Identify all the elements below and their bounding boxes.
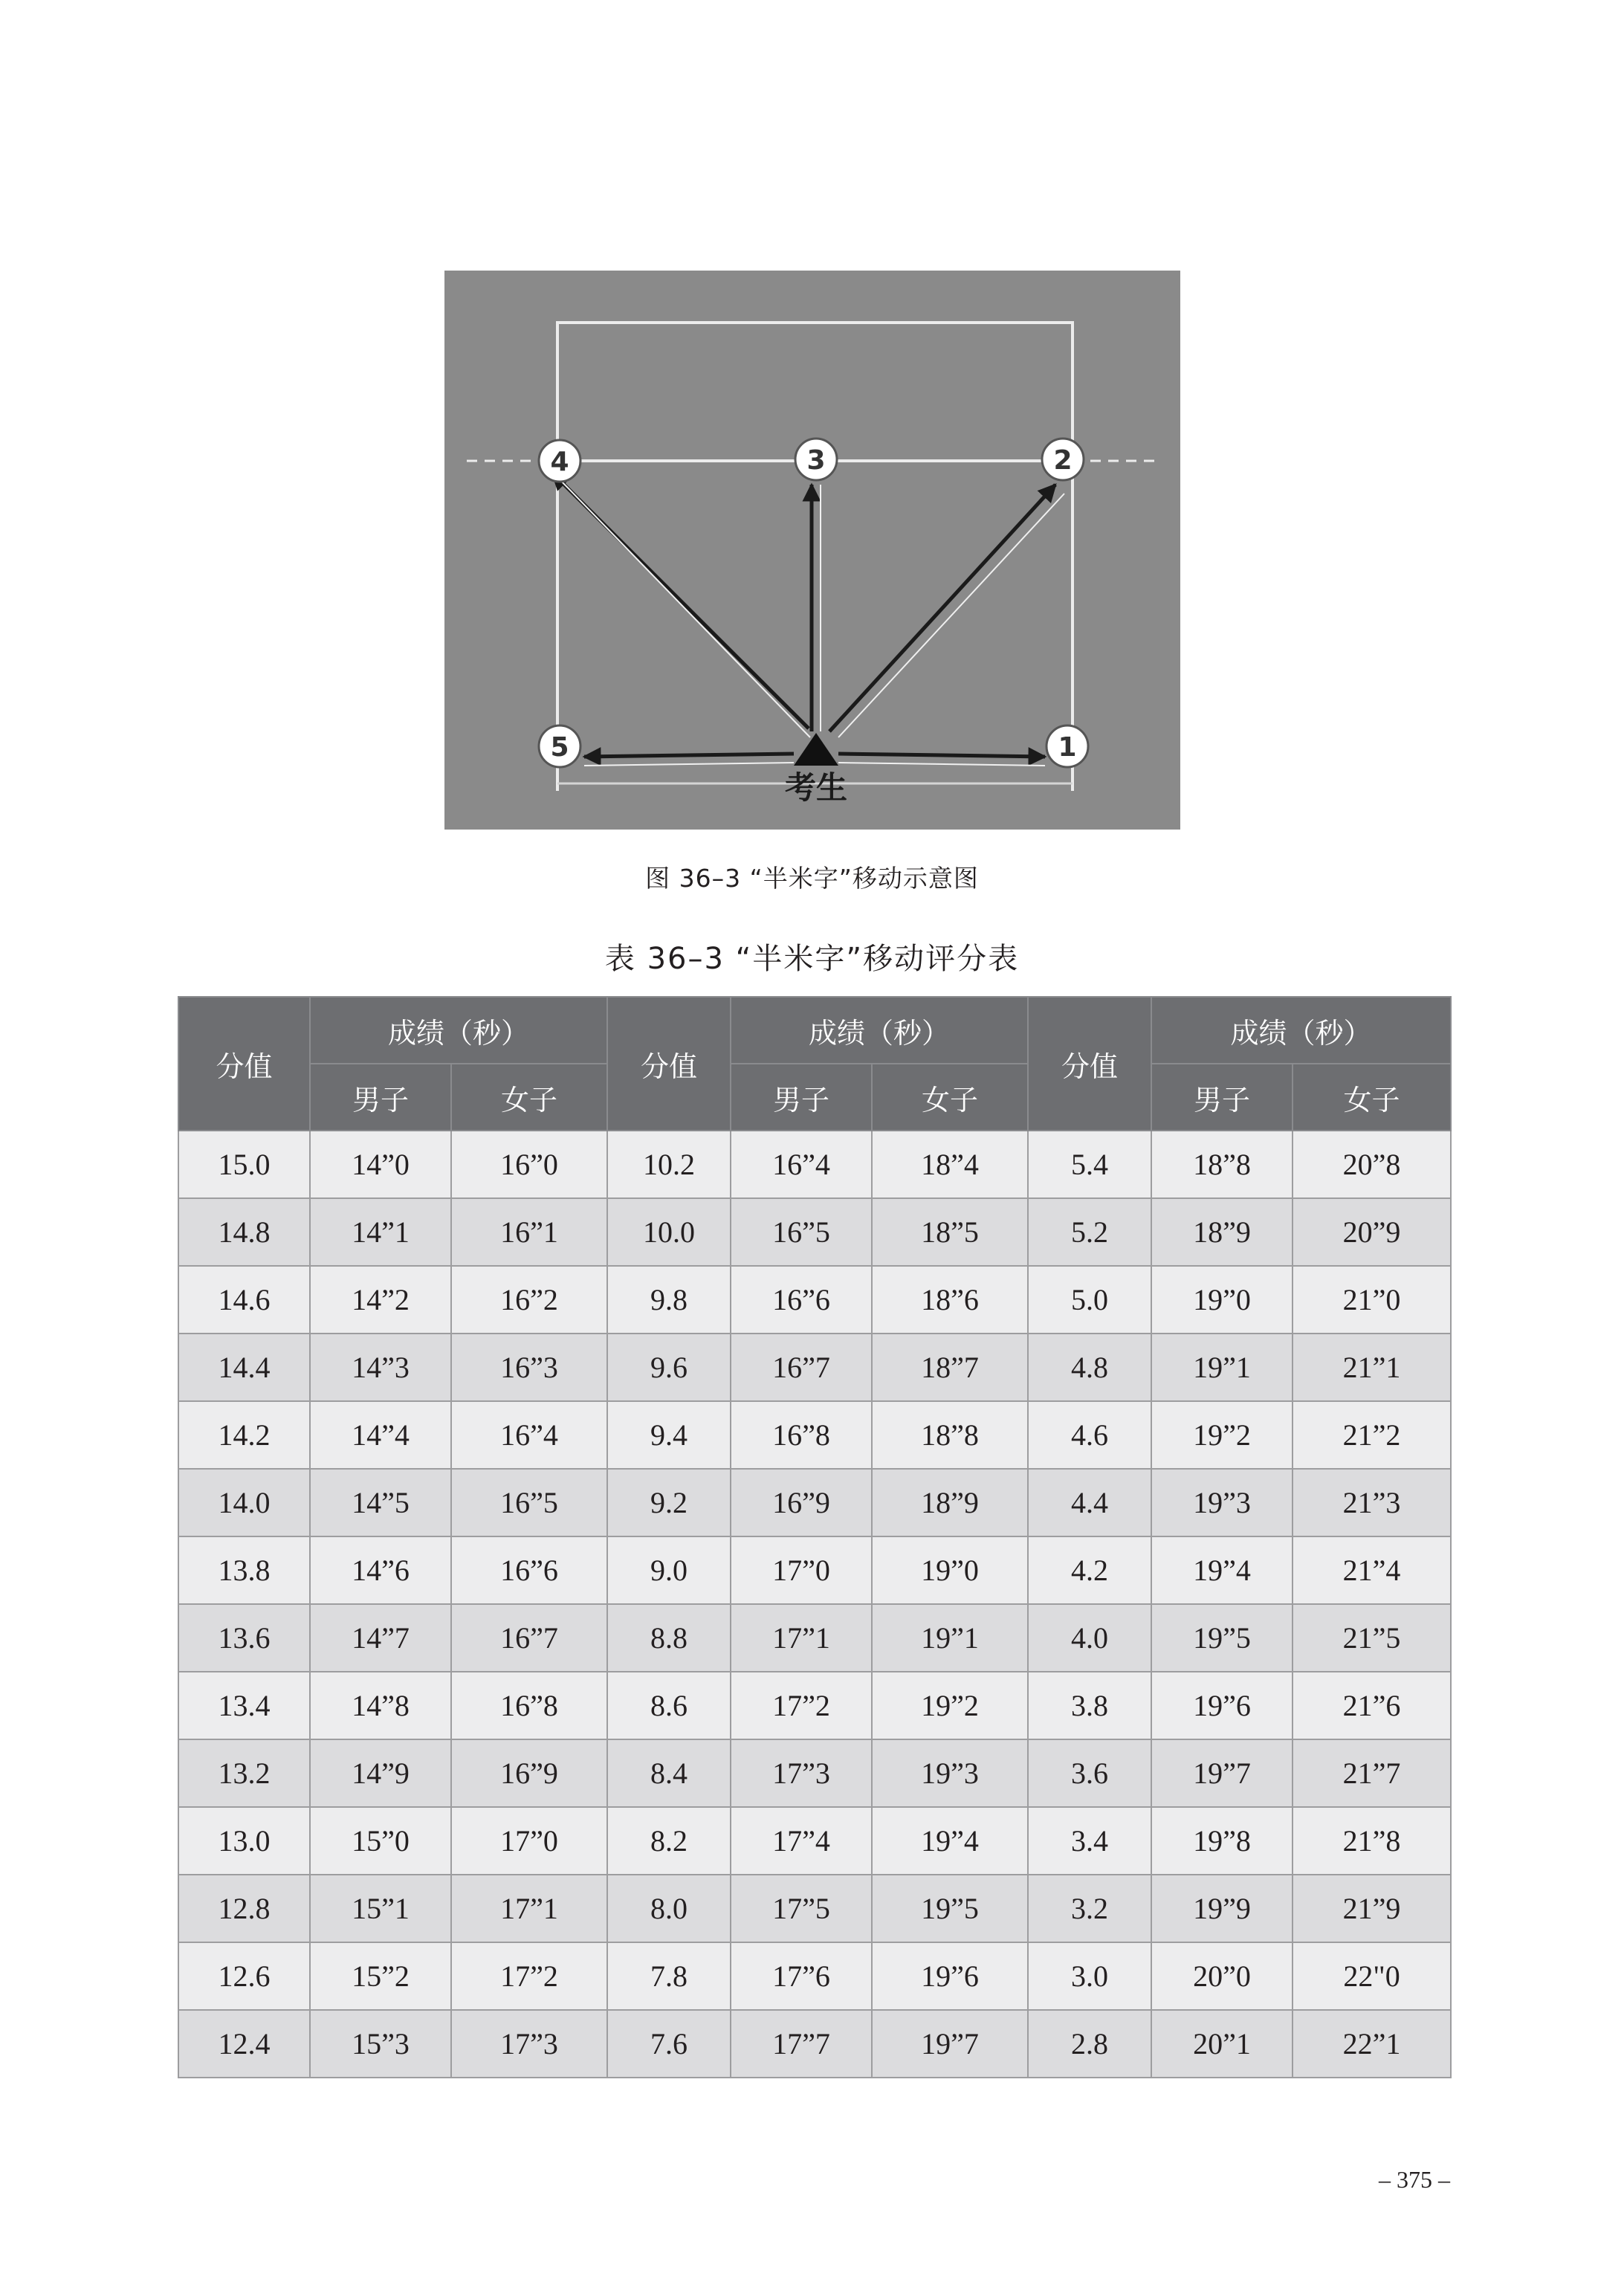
table-cell: 21”3 [1293,1469,1451,1536]
table-cell: 20”0 [1151,1942,1293,2010]
table-cell: 9.4 [607,1401,731,1469]
marker-2 [1042,439,1084,480]
table-cell: 21”7 [1293,1739,1451,1807]
table-cell: 18”8 [872,1401,1028,1469]
table-cell: 19”7 [1151,1739,1293,1807]
table-cell: 8.8 [607,1604,731,1672]
table-cell: 21”9 [1293,1875,1451,1942]
table-cell: 17”2 [731,1672,872,1739]
table-cell: 14”2 [310,1266,451,1334]
table-cell: 18”4 [872,1131,1028,1198]
table-cell: 17”1 [451,1875,607,1942]
header-male-1: 男子 [310,1064,451,1131]
header-result-2: 成绩（秒） [731,997,1028,1064]
table-cell: 14”4 [310,1401,451,1469]
table-cell: 5.0 [1028,1266,1151,1334]
table-cell: 19”6 [872,1942,1028,2010]
table-cell: 14”6 [310,1536,451,1604]
marker-5 [539,725,580,767]
table-row [178,1875,1451,1942]
table-cell: 12.6 [178,1942,310,2010]
table-row [178,1401,1451,1469]
table-cell: 19”0 [1151,1266,1293,1334]
marker-3-label: 3 [806,445,826,476]
table-cell: 14”5 [310,1469,451,1536]
table-cell: 16”7 [731,1334,872,1401]
table-cell: 3.6 [1028,1739,1151,1807]
table-cell: 14.6 [178,1266,310,1334]
table-cell: 8.6 [607,1672,731,1739]
table-row [178,1266,1451,1334]
header-score-3: 分值 [1028,997,1151,1131]
table-cell: 9.8 [607,1266,731,1334]
table-cell: 19”5 [872,1875,1028,1942]
table-cell: 3.0 [1028,1942,1151,2010]
header-score-2: 分值 [607,997,731,1131]
table-cell: 4.6 [1028,1401,1151,1469]
table-title: 表 36–3 “半米字”移动评分表 [604,942,1020,976]
table-cell: 15”2 [310,1942,451,2010]
table-cell: 19”9 [1151,1875,1293,1942]
table-cell: 15.0 [178,1131,310,1198]
table-cell: 7.6 [607,2010,731,2078]
marker-1 [1046,725,1088,767]
table-row [178,1672,1451,1739]
table-cell: 16”9 [451,1739,607,1807]
header-male-2: 男子 [731,1064,872,1131]
table-cell: 19”1 [872,1604,1028,1672]
table-cell: 19”0 [872,1536,1028,1604]
table-cell: 14”0 [310,1131,451,1198]
table-cell: 18”6 [872,1266,1028,1334]
table-cell: 9.0 [607,1536,731,1604]
table-cell: 13.2 [178,1739,310,1807]
table-cell: 16”9 [731,1469,872,1536]
table-cell: 13.0 [178,1807,310,1875]
table-cell: 4.4 [1028,1469,1151,1536]
page-number: – 375 – [1379,2166,1450,2193]
table-cell: 20”1 [1151,2010,1293,2078]
marker-3 [795,439,837,480]
table-cell: 4.8 [1028,1334,1151,1401]
table-cell: 22"0 [1293,1942,1451,2010]
table-cell: 19”8 [1151,1807,1293,1875]
marker-4 [539,440,580,482]
table-cell: 5.4 [1028,1131,1151,1198]
table-cell: 14”3 [310,1334,451,1401]
table-cell: 12.8 [178,1875,310,1942]
table-cell: 17”3 [451,2010,607,2078]
table-cell: 4.0 [1028,1604,1151,1672]
table-cell: 21”1 [1293,1334,1451,1401]
table-cell: 4.2 [1028,1536,1151,1604]
table-cell: 14”7 [310,1604,451,1672]
score-table [178,996,1452,2078]
marker-2-label: 2 [1053,445,1073,476]
table-cell: 16”0 [451,1131,607,1198]
table-cell: 8.4 [607,1739,731,1807]
header-female-2: 女子 [872,1064,1028,1131]
table-cell: 3.4 [1028,1807,1151,1875]
table-cell: 16”5 [731,1198,872,1266]
table-cell: 17”3 [731,1739,872,1807]
table-cell: 17”7 [731,2010,872,2078]
table-cell: 14”9 [310,1739,451,1807]
table-cell: 18”5 [872,1198,1028,1266]
table-cell: 16”3 [451,1334,607,1401]
table-cell: 21”4 [1293,1536,1451,1604]
examinee-label: 考生 [784,769,848,806]
marker-4-label: 4 [550,447,569,477]
header-result-3: 成绩（秒） [1151,997,1451,1064]
table-cell: 22”1 [1293,2010,1451,2078]
table-cell: 17”1 [731,1604,872,1672]
table-cell: 21”5 [1293,1604,1451,1672]
table-row [178,2010,1451,2078]
table-cell: 17”5 [731,1875,872,1942]
table-cell: 3.8 [1028,1672,1151,1739]
table-cell: 19”3 [872,1739,1028,1807]
table-cell: 15”1 [310,1875,451,1942]
table-cell: 19”1 [1151,1334,1293,1401]
table-cell: 19”4 [872,1807,1028,1875]
table-cell: 18”9 [1151,1198,1293,1266]
table-cell: 16”5 [451,1469,607,1536]
table-cell: 19”7 [872,2010,1028,2078]
table-cell: 3.2 [1028,1875,1151,1942]
table-cell: 9.6 [607,1334,731,1401]
table-cell: 12.4 [178,2010,310,2078]
table-cell: 15”0 [310,1807,451,1875]
table-cell: 19”6 [1151,1672,1293,1739]
table-cell: 14”1 [310,1198,451,1266]
table-row [178,1131,1451,1198]
marker-5-label: 5 [550,732,569,763]
marker-1-label: 1 [1058,732,1077,763]
table-cell: 17”6 [731,1942,872,2010]
table-cell: 16”8 [451,1672,607,1739]
table-row [178,1604,1451,1672]
table-cell: 20”9 [1293,1198,1451,1266]
table-row [178,1536,1451,1604]
table-cell: 19”3 [1151,1469,1293,1536]
movement-diagram-svg [444,271,1180,830]
table-cell: 16”2 [451,1266,607,1334]
table-cell: 17”0 [451,1807,607,1875]
table-cell: 8.0 [607,1875,731,1942]
table-cell: 9.2 [607,1469,731,1536]
table-cell: 2.8 [1028,2010,1151,2078]
table-cell: 10.2 [607,1131,731,1198]
table-cell: 19”4 [1151,1536,1293,1604]
table-cell: 16”8 [731,1401,872,1469]
table-cell: 5.2 [1028,1198,1151,1266]
header-result-1: 成绩（秒） [310,997,607,1064]
table-cell: 16”4 [451,1401,607,1469]
table-cell: 21”8 [1293,1807,1451,1875]
table-cell: 13.8 [178,1536,310,1604]
table-cell: 17”2 [451,1942,607,2010]
table-cell: 21”6 [1293,1672,1451,1739]
table-row [178,1469,1451,1536]
table-row [178,1807,1451,1875]
table-row [178,1334,1451,1401]
table-cell: 17”0 [731,1536,872,1604]
table-cell: 13.6 [178,1604,310,1672]
table-cell: 19”2 [1151,1401,1293,1469]
table-cell: 21”0 [1293,1266,1451,1334]
table-row [178,1198,1451,1266]
table-cell: 14”8 [310,1672,451,1739]
table-cell: 16”4 [731,1131,872,1198]
table-cell: 19”2 [872,1672,1028,1739]
table-cell: 14.8 [178,1198,310,1266]
table-cell: 18”9 [872,1469,1028,1536]
figure-caption: 图 36–3 “半米字”移动示意图 [645,864,979,893]
header-score-1: 分值 [178,997,310,1131]
table-cell: 20”8 [1293,1131,1451,1198]
table-cell: 16”7 [451,1604,607,1672]
table-cell: 16”6 [451,1536,607,1604]
header-female-3: 女子 [1293,1064,1451,1131]
table-row [178,1739,1451,1807]
table-cell: 16”6 [731,1266,872,1334]
header-female-1: 女子 [451,1064,607,1131]
table-cell: 14.2 [178,1401,310,1469]
table-cell: 17”4 [731,1807,872,1875]
table-body [178,1131,1451,2078]
table-cell: 21”2 [1293,1401,1451,1469]
table-cell: 14.0 [178,1469,310,1536]
table-row [178,1942,1451,2010]
table-cell: 15”3 [310,2010,451,2078]
movement-diagram [444,271,1180,830]
table-cell: 10.0 [607,1198,731,1266]
table-cell: 16”1 [451,1198,607,1266]
header-male-3: 男子 [1151,1064,1293,1131]
table-cell: 7.8 [607,1942,731,2010]
table-cell: 18”8 [1151,1131,1293,1198]
table-cell: 14.4 [178,1334,310,1401]
table-cell: 18”7 [872,1334,1028,1401]
table-cell: 19”5 [1151,1604,1293,1672]
table-cell: 8.2 [607,1807,731,1875]
table-cell: 13.4 [178,1672,310,1739]
table-header [178,997,1451,1131]
